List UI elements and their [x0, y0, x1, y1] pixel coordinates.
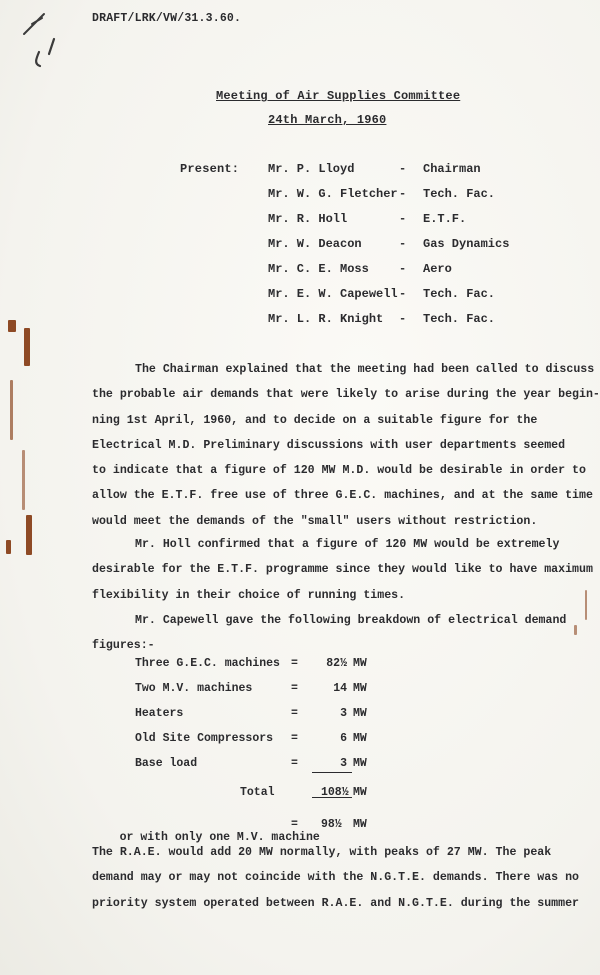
row-unit: MW [353, 682, 367, 695]
total-row [135, 786, 375, 811]
rust-speck [574, 625, 577, 635]
attendee-name: Mr. E. W. Capewell [268, 287, 398, 301]
row-label: Old Site Compressors [135, 732, 274, 745]
paragraph-holl [92, 532, 593, 608]
staple-mark [6, 540, 11, 554]
row-unit: MW [353, 757, 367, 770]
staple-mark [8, 320, 16, 332]
text-line: The Chairman explained that the meeting had been called to discuss [135, 363, 595, 376]
attendee-dash: - [399, 212, 407, 226]
attendee-role: Tech. Fac. [423, 312, 496, 326]
staple-mark [26, 515, 32, 555]
attendee-dash: - [399, 237, 407, 251]
text-line: the probable air demands that were likely to arise during the year begin- [92, 388, 600, 402]
text-line: to indicate that a figure of 120 MW M.D. would be desirable in order to [92, 464, 586, 478]
document-reference: DRAFT/LRK/VW/31.3.60. [92, 12, 242, 25]
text-line: Electrical M.D. Preliminary discussions with user departments seemed [92, 438, 566, 452]
row-label: Two M.V. machines [135, 682, 253, 695]
attendee-name: Mr. L. R. Knight [268, 312, 384, 326]
attendee-role: Chairman [423, 162, 481, 176]
attendee-name: Mr. P. Lloyd [268, 162, 355, 176]
attendee-dash: - [399, 262, 407, 276]
attendee-role: Gas Dynamics [423, 237, 510, 251]
alternative-value: 98½ [321, 818, 342, 831]
text-line: priority system operated between R.A.E. and N.G.T.E. during the summer [92, 896, 580, 910]
attendee-row [268, 312, 528, 337]
text-line: figures:- [92, 639, 155, 653]
total-value: 108½ [321, 786, 349, 799]
total-rule-bottom [312, 797, 352, 798]
meeting-date: 24th March, 1960 [268, 113, 387, 127]
text-line: Mr. Holl confirmed that a figure of 120 MW would be extremely [135, 538, 560, 551]
text-line: desirable for the E.T.F. programme since they would like to have maximum [92, 563, 593, 577]
staple-mark [10, 380, 13, 440]
attendee-dash: - [399, 312, 407, 326]
attendee-row [268, 187, 528, 212]
attendee-role: Aero [423, 262, 452, 276]
row-unit: MW [353, 732, 367, 745]
present-label: Present: [180, 162, 240, 176]
text-line: flexibility in their choice of running times. [92, 588, 406, 602]
attendee-name: Mr. R. Holl [268, 212, 348, 226]
attendee-row [268, 237, 528, 262]
row-equals: = [291, 707, 298, 720]
attendee-row [268, 212, 528, 237]
alternative-label: or with only one M.V. machine [119, 831, 320, 844]
text-line: would meet the demands of the "small" users without restriction. [92, 514, 538, 528]
row-value: 6 [340, 732, 347, 745]
row-equals: = [291, 682, 298, 695]
row-equals: = [291, 757, 298, 770]
text-line: Mr. Capewell gave the following breakdown of electrical demand [135, 614, 567, 627]
attendee-dash: - [399, 162, 407, 176]
total-unit: MW [353, 786, 367, 799]
alternative-unit: MW [353, 818, 367, 831]
table-row [135, 657, 375, 682]
attendee-role: E.T.F. [423, 212, 467, 226]
attendee-role: Tech. Fac. [423, 287, 496, 301]
total-rule-top [312, 772, 352, 773]
attendee-role: Tech. Fac. [423, 187, 496, 201]
text-line: ning 1st April, 1960, and to decide on a suitable figure for the [92, 413, 538, 427]
table-row [135, 757, 375, 782]
row-label: Base load [135, 757, 198, 770]
paragraph-chairman [92, 357, 600, 534]
page-title: Meeting of Air Supplies Committee [216, 89, 461, 103]
staple-mark [22, 450, 25, 510]
table-row [135, 682, 375, 707]
attendee-dash: - [399, 187, 407, 201]
text-line: The R.A.E. would add 20 MW normally, with peaks of 27 MW. The peak [92, 846, 552, 859]
paragraph-rae [92, 840, 580, 916]
attendee-row [268, 262, 528, 287]
attendee-name: Mr. W. G. Fletcher [268, 187, 398, 201]
attendee-row [268, 162, 528, 187]
row-value: 3 [340, 707, 347, 720]
row-value: 82½ [326, 657, 347, 670]
attendee-row [268, 287, 528, 312]
attendee-dash: - [399, 287, 407, 301]
row-equals: = [291, 657, 298, 670]
attendee-name: Mr. C. E. Moss [268, 262, 369, 276]
attendee-name: Mr. W. Deacon [268, 237, 362, 251]
total-label: Total [240, 786, 275, 799]
table-row [135, 707, 375, 732]
row-unit: MW [353, 657, 367, 670]
table-row [135, 732, 375, 757]
text-line: allow the E.T.F. free use of three G.E.C. machines, and at the same time [92, 489, 593, 503]
paragraph-capewell [92, 608, 567, 659]
text-line: demand may or may not coincide with the N.G.T.E. demands. There was no [92, 871, 580, 885]
alternative-equals: = [291, 818, 298, 831]
row-label: Three G.E.C. machines [135, 657, 280, 670]
staple-mark [24, 328, 30, 366]
row-equals: = [291, 732, 298, 745]
pencil-mark-icon [14, 4, 74, 74]
row-unit: MW [353, 707, 367, 720]
rust-speck [585, 590, 587, 620]
row-value: 3 [340, 757, 347, 770]
row-value: 14 [333, 682, 347, 695]
row-label: Heaters [135, 707, 184, 720]
